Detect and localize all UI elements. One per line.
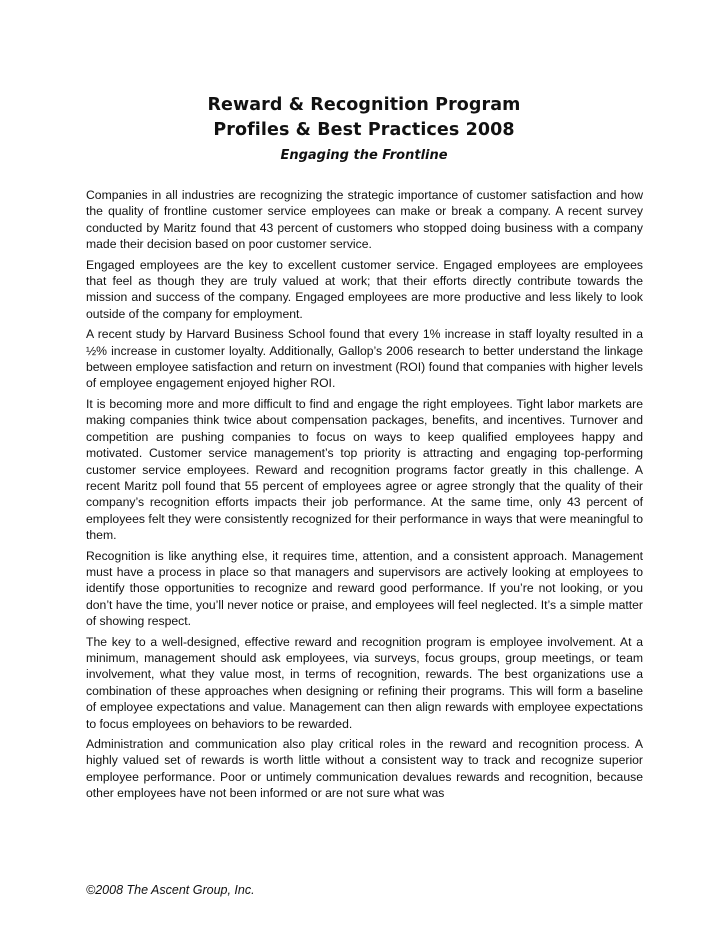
title-line-2: Profiles & Best Practices 2008 xyxy=(213,120,515,140)
body-text xyxy=(86,187,643,806)
footer-copyright: ©2008 The Ascent Group, Inc. xyxy=(86,883,255,897)
subtitle: Engaging the Frontline xyxy=(280,148,448,163)
title-line-1: Reward & Recognition Program xyxy=(207,95,521,115)
paragraph: Administration and communication also play critical roles in the reward and recognition process. A highly valued set of rewards is worth little without a consistent way to track and recognize superior employee performance. Poor or untimely communication devalues rewards and recognition, because other employees have not been informed or are not sure what was xyxy=(86,737,643,801)
document-header xyxy=(0,93,728,165)
paragraph: Recognition is like anything else, it requires time, attention, and a consistent approach. Management must have a process in place so that managers and supervisors are actively looking at employees to identify those opportunities to recognize and reward good performance. If you’re not looking, or you don’t have the time, you’ll never notice or praise, and employees will feel neglected. It’s a simple matter of showing respect. xyxy=(86,548,643,629)
paragraph: It is becoming more and more difficult to find and engage the right employees. Tight labor markets are making companies think twice about compensation packages, benefits, and incentives. Turnover and competition are pushing companies to focus on ways to keep qualified employees happy and motivated. Customer service management’s top priority is attracting and engaging top-performing customer service employees. Reward and recognition programs factor greatly in this challenge. A recent Maritz poll found that 55 percent of employees agree or agree strongly that the quality of their company’s recognition efforts impacts their job performance. At the same time, only 43 percent of employees felt they were consistently recognized for their performance in ways that were meaningful to them. xyxy=(86,396,643,543)
paragraph: Companies in all industries are recognizing the strategic importance of customer satisfaction and how the quality of frontline customer service employees can make or break a company. A recent survey conducted by Maritz found that 43 percent of customers who stopped doing business with a company made their decision based on poor customer service. xyxy=(86,188,643,252)
paragraph: The key to a well-designed, effective reward and recognition program is employee involvement. At a minimum, management should ask employees, via surveys, focus groups, group meetings, or team involvement, what they value most, in terms of recognition, rewards. The best organizations use a combination of these approaches when designing or refining their programs. This will form a baseline of employee expectations and value. Management can then align rewards with employee expectations to focus employees on behaviors to be rewarded. xyxy=(86,634,643,731)
paragraph: Engaged employees are the key to excellent customer service. Engaged employees are employees that feel as though they are truly valued at work; that their efforts directly contribute towards the mission and success of the company. Engaged employees are more productive and less likely to look outside of the company for employment. xyxy=(86,257,643,321)
paragraph: A recent study by Harvard Business School found that every 1% increase in staff loyalty resulted in a ½% increase in customer loyalty. Additionally, Gallop’s 2006 research to better understand the linkage between employee satisfaction and return on investment (ROI) found that companies with higher levels of employee engagement enjoyed higher ROI. xyxy=(86,327,643,391)
